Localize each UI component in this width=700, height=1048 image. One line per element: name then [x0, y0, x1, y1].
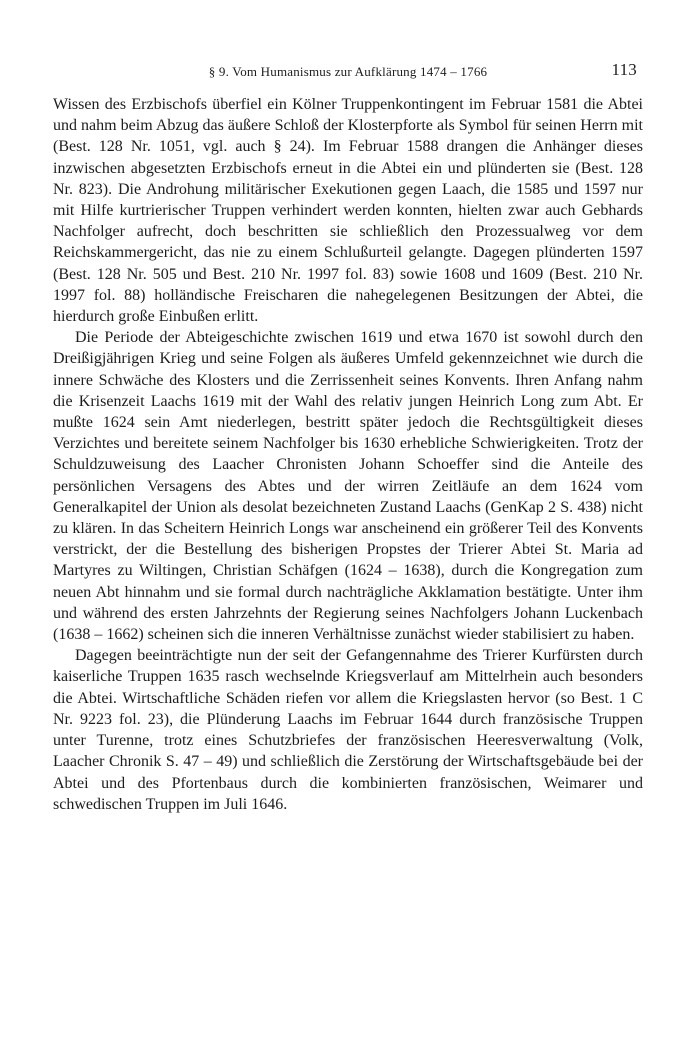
page-number: 113 [611, 60, 637, 79]
paragraph-1: Wissen des Erzbischofs überfiel ein Kölner Truppenkontingent im Februar 1581 die Abtei und nahm beim Abzug das äußere Schloß der Klosterpforte als Symbol für seinen Herrn mit (Best. 128 Nr. 1051, vgl. auch § 24). Im Februar 1588 drangen die Anhänger dieses inzwischen abgesetzten Erzbischofs erneut in die Abtei ein und plünderten sie (Best. 128 Nr. 823). Die Androhung militärischer Exekutionen gegen Laach, die 1585 und 1597 nur mit Hilfe kurtrierischer Truppen verhindert werden konnten, hielten zwar auch Gebhards Nachfolger aufrecht, doch beschritten sie schließlich den Prozessualweg vor dem Reichskammergericht, das nie zu einem Schlußurteil gelangte. Dagegen plünderten 1597 (Best. 128 Nr. 505 und Best. 210 Nr. 1997 fol. 83) sowie 1608 und 1609 (Best. 210 Nr. 1997 fol. 88) holländische Freischaren die nahegelegenen Besitzungen der Abtei, die hierdurch große Einbußen erlitt. [53, 96, 643, 326]
paragraph-3: Dagegen beeinträchtigte nun der seit der Gefangennahme des Trierer Kurfürsten durch kaiserliche Truppen 1635 rasch wechselnde Kriegsverlauf am Mittelrhein auch besonders die Abtei. Wirtschaftliche Schäden riefen vor allem die Kriegslasten hervor (so Best. 1 C Nr. 9223 fol. 23), die Plünderung Laachs im Februar 1644 durch französische Truppen unter Turenne, trotz eines Schutzbriefes der französischen Heeresverwaltung (Volk, Laacher Chronik S. 47 – 49) und schließlich die Zerstörung der Wirtschaftsgebäude bei der Abtei und des Pfortenbaus durch die kombinierten französischen, Weimarer und schwedischen Truppen im Juli 1646. [53, 647, 643, 813]
running-head [53, 62, 643, 84]
document-page [53, 62, 643, 815]
paragraph-2: Die Periode der Abteigeschichte zwischen 1619 und etwa 1670 ist sowohl durch den Dreißigjährigen Krieg und seine Folgen als äußeres Umfeld gekennzeichnet wie durch die innere Schwäche des Klosters und die Zerrissenheit seines Konvents. Ihren Anfang nahm die Krisenzeit Laachs 1619 mit der Wahl des relativ jungen Heinrich Long zum Abt. Er mußte 1624 sein Amt niederlegen, bestritt später jedoch die Rechtsgültigkeit dieses Verzichtes und bereitete seinem Nachfolger bis 1630 erhebliche Schwierigkeiten. Trotz der Schuldzuweisung des Laacher Chronisten Johann Schoeffer sind die Anteile des persönlichen Versagens des Abtes und der wirren Zeitläufe an dem 1624 vom Generalkapitel der Union als desolat bezeichneten Zustand Laachs (GenKap 2 S. 438) nicht zu klären. In das Scheitern Heinrich Longs war anscheinend ein größerer Teil des Konvents verstrickt, der die Bestellung des bisherigen Propstes der Trierer Abtei St. Maria ad Martyres zu Wiltingen, Christian Schäfgen (1624 – 1638), durch die Kongregation zum neuen Abt hinnahm und sie formal durch nachträgliche Akklamation bestätigte. Unter ihm und während des ersten Jahrzehnts der Regierung seines Nachfolgers Johann Luckenbach (1638 – 1662) scheinen sich die inneren Verhältnisse zunächst wieder stabilisiert zu haben. [53, 329, 643, 644]
body-text [53, 94, 643, 815]
running-head-title: § 9. Vom Humanismus zur Aufklärung 1474 – 1766 [208, 64, 488, 79]
